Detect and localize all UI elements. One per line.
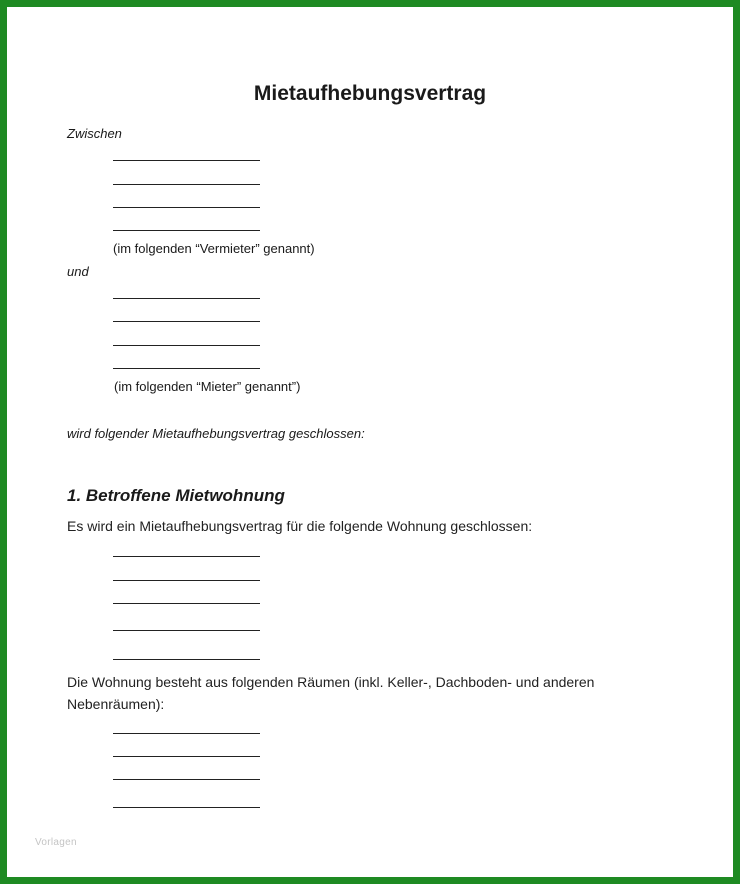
- document-title: Mietaufhebungsvertrag: [253, 82, 487, 105]
- tenant-blank-line-2: [113, 321, 260, 322]
- tenant-blank-line-4: [113, 368, 260, 369]
- section1-heading: 1. Betroffene Mietwohnung: [67, 486, 285, 505]
- apartment-blank-line-2: [113, 580, 260, 581]
- rooms-description-line-1: Die Wohnung besteht aus folgenden Räumen (inkl. Keller-, Dachboden- und anderen: [67, 674, 595, 690]
- rooms-blank-line-4: [113, 807, 260, 808]
- landlord-blank-line-3: [113, 207, 260, 208]
- und-label: und: [67, 264, 89, 279]
- vermieter-note: (im folgenden “Vermieter” genannt): [113, 241, 315, 256]
- landlord-blank-line-2: [113, 184, 260, 185]
- watermark: Vorlagen: [35, 837, 77, 848]
- zwischen-label: Zwischen: [67, 126, 122, 141]
- rooms-blank-line-1: [113, 733, 260, 734]
- rooms-blank-line-2: [113, 756, 260, 757]
- landlord-blank-line-1: [113, 160, 260, 161]
- tenant-blank-line-1: [113, 298, 260, 299]
- rooms-description-line-2: Nebenräumen):: [67, 696, 165, 712]
- apartment-blank-line-5: [113, 659, 260, 660]
- landlord-blank-line-4: [113, 230, 260, 231]
- apartment-blank-line-1: [113, 556, 260, 557]
- tenant-blank-line-3: [113, 345, 260, 346]
- rooms-blank-line-3: [113, 779, 260, 780]
- mieter-note: (im folgenden “Mieter” genannt”): [114, 379, 301, 394]
- closing-statement: wird folgender Mietaufhebungsvertrag geschlossen:: [67, 426, 365, 441]
- apartment-blank-line-3: [113, 603, 260, 604]
- section1-intro: Es wird ein Mietaufhebungsvertrag für die folgende Wohnung geschlossen:: [67, 518, 533, 534]
- apartment-blank-line-4: [113, 630, 260, 631]
